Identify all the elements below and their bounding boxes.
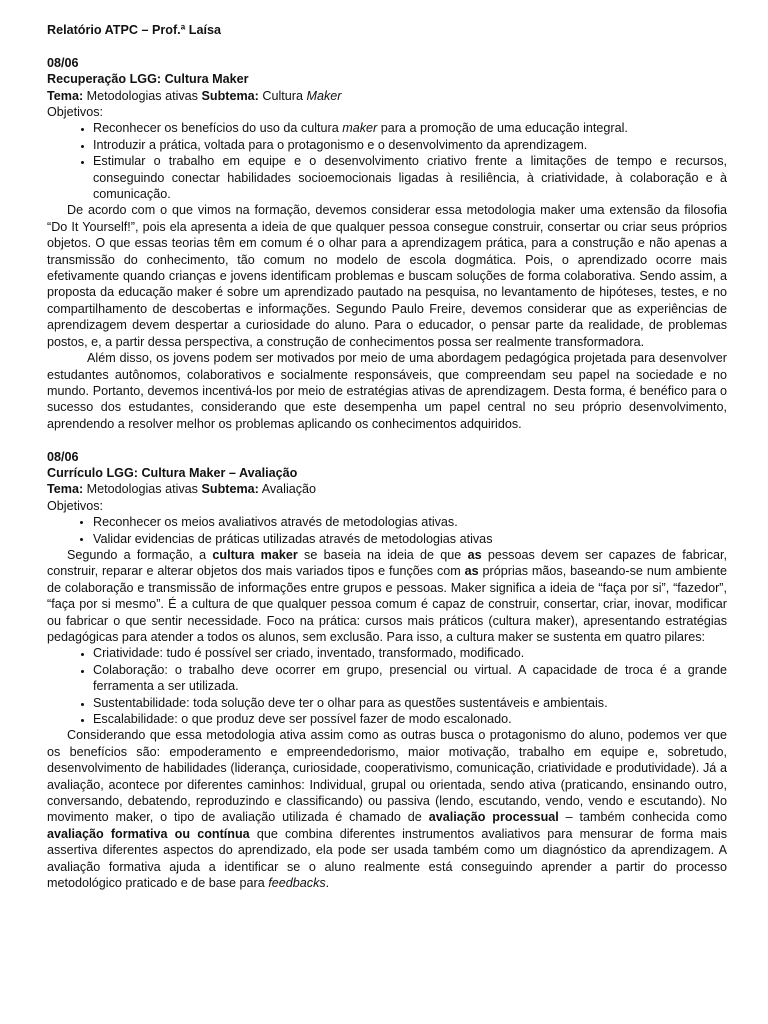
spacer <box>47 432 727 448</box>
section2-date: 08/06 <box>47 449 79 464</box>
section-recuperacao <box>47 55 727 432</box>
pillar-item: • Criatividade: tudo é possível ser criado, inventado, transformado, modificado. <box>93 645 727 661</box>
objective-item: • Reconhecer os meios avaliativos através de metodologias ativas. <box>93 514 727 530</box>
section1-paragraph: De acordo com o que vimos na formação, devemos considerar essa metodologia maker uma extensão da filosofia “Do It Yourself!”, pois ela apresenta a ideia de que qualquer pessoa consegue construir, consertar ou criar seus próprios objetos. O que essas teorias têm em comum é o olhar para a aprendizagem prática, para a construção e não apenas a transmissão do conhecimento, tão comum no modelo de escola dogmática. Pois, o aprendizado ocorre mais efetivamente quando crianças e jovens identificam problemas e buscam soluções de forma colaborativa. Sendo assim, a proposta da educação maker é sobre um aprendizado pautado na pesquisa, no levantamento de hipóteses, testes, e no compartilhamento de descobertas e informações. Segundo Paulo Freire, devemos considerar que as experiências de aprendizagem devem despertar a curiosidade do aluno. Para o educador, o pensar parte da realidade, de problemas postos, e, a partir dessa perspectiva, a construção de conhecimentos possa ser realmente transformadora. <box>47 203 727 349</box>
pillar-item: • Sustentabilidade: toda solução deve ter o olhar para as questões sustentáveis e ambientais. <box>93 695 727 711</box>
section2-tema-line <box>47 481 727 497</box>
objective-item: • Estimular o trabalho em equipe e o desenvolvimento criativo frente a limitações de tempo e recursos, conseguindo conectar habilidades socioemocionais ligadas à resiliência, à criatividade, à colaboração e à comunicação. <box>93 153 727 202</box>
subtema-label: Subtema: <box>201 482 259 497</box>
section2-objectives-list <box>47 514 727 547</box>
section-curriculo <box>47 449 727 892</box>
section2-heading: Currículo LGG: Cultura Maker – Avaliação <box>47 465 298 480</box>
section1-tema-line <box>47 88 727 104</box>
section1-heading: Recuperação LGG: Cultura Maker <box>47 72 249 87</box>
tema-label: Tema: <box>47 482 84 497</box>
subtema-value: Avaliação <box>261 482 317 497</box>
subtema-value: Cultura <box>262 88 303 103</box>
objective-item: • Reconhecer os benefícios do uso da cultura maker para a promoção de uma educação integral. <box>93 120 727 136</box>
section2-paragraph: Segundo a formação, a cultura maker se baseia na ideia de que as pessoas devem ser capazes de fabricar, construir, reparar e alterar objetos dos mais variados tipos e funções com as próprias mãos, baseando-se num ambiente de colaboração e transmissão de informações entre grupos e pessoas. Maker significa a ideia de “faça por si”, “fazedor”, “faça por si mesmo”. É a cultura de que qualquer pessoa comum é capaz de construir, consertar, criar, inovar, modificar ou fabricar o que sentir necessidade. Foco na prática: cursos mais práticos (cultura maker), apresentando estratégias pedagógicas para atender a todos os alunos, sem exclusão. Para isso, a cultura maker se sustenta em quatro pilares: <box>47 547 728 644</box>
report-title: Relatório ATPC – Prof.ª Laísa <box>47 23 222 37</box>
tema-value: Metodologias ativas <box>86 482 198 497</box>
objective-item: • Validar evidencias de práticas utilizadas através de metodologias ativas <box>93 531 727 547</box>
objective-item: • Introduzir a prática, voltada para o protagonismo e o desenvolvimento da aprendizagem. <box>93 137 727 153</box>
section2-paragraph: Considerando que essa metodologia ativa assim como as outras busca o protagonismo do aluno, podemos ver que os benefícios são: empoderamento e empreendedorismo, maior motivação, trabalho em equipe e, sobretudo, desenvolvimento de habilidades (liderança, curiosidade, cooperativismo, comunicação, criatividade e produtividade). Já a avaliação, acontece por diferentes caminhos: Individual, grupal ou orientada, sendo ativa (praticando, ensinando outro, conversando, debatendo, reproduzindo e classificando) ou passiva (lendo, escutando, vendo, vendo e escutando). No movimento maker, o tipo de avaliação utilizada é chamado de avaliação processual – também conhecida como avaliação formativa ou contínua que combina diferentes instrumentos avaliativos para mensurar de forma mais assertiva diferentes aspectos do aprendizado, ela pode ser usada também como um diagnóstico da aprendizagem. A avaliação formativa ajuda a identificar se o aluno realmente está conseguindo aprender a partir do processo metodológico praticado e de base para feedbacks. <box>47 728 728 891</box>
section1-paragraph: Além disso, os jovens podem ser motivados por meio de uma abordagem pedagógica projetada para desenvolver estudantes autônomos, colaborativos e socialmente responsáveis, que compreendam seu papel na sociedade e no mundo. Portanto, devemos incentivá-los por meio de estratégias ativas de aprendizagem. Desta forma, é benéfico para o sucesso dos estudantes, considerando que este desempenha um papel central no seu próprio desenvolvimento, aprendendo a resolver melhor os problemas aplicando os conhecimentos adquiridos. <box>47 351 727 431</box>
tema-label: Tema: <box>47 88 84 103</box>
tema-value: Metodologias ativas <box>86 88 198 103</box>
pillar-item: • Escalabilidade: o que produz deve ser possível fazer de modo escalonado. <box>93 711 727 727</box>
section1-date: 08/06 <box>47 55 79 70</box>
subtema-label: Subtema: <box>201 88 259 103</box>
spacer <box>47 38 727 54</box>
subtema-value-emphasis: Maker <box>306 88 342 103</box>
pillars-list <box>47 645 727 727</box>
section1-objectives-label: Objetivos: <box>47 105 103 120</box>
section2-objectives-label: Objetivos: <box>47 498 103 513</box>
pillar-item: • Colaboração: o trabalho deve ocorrer em grupo, presencial ou virtual. A capacidade de troca é a grande ferramenta a ser utilizada. <box>93 662 727 695</box>
section1-objectives-list <box>47 120 727 202</box>
